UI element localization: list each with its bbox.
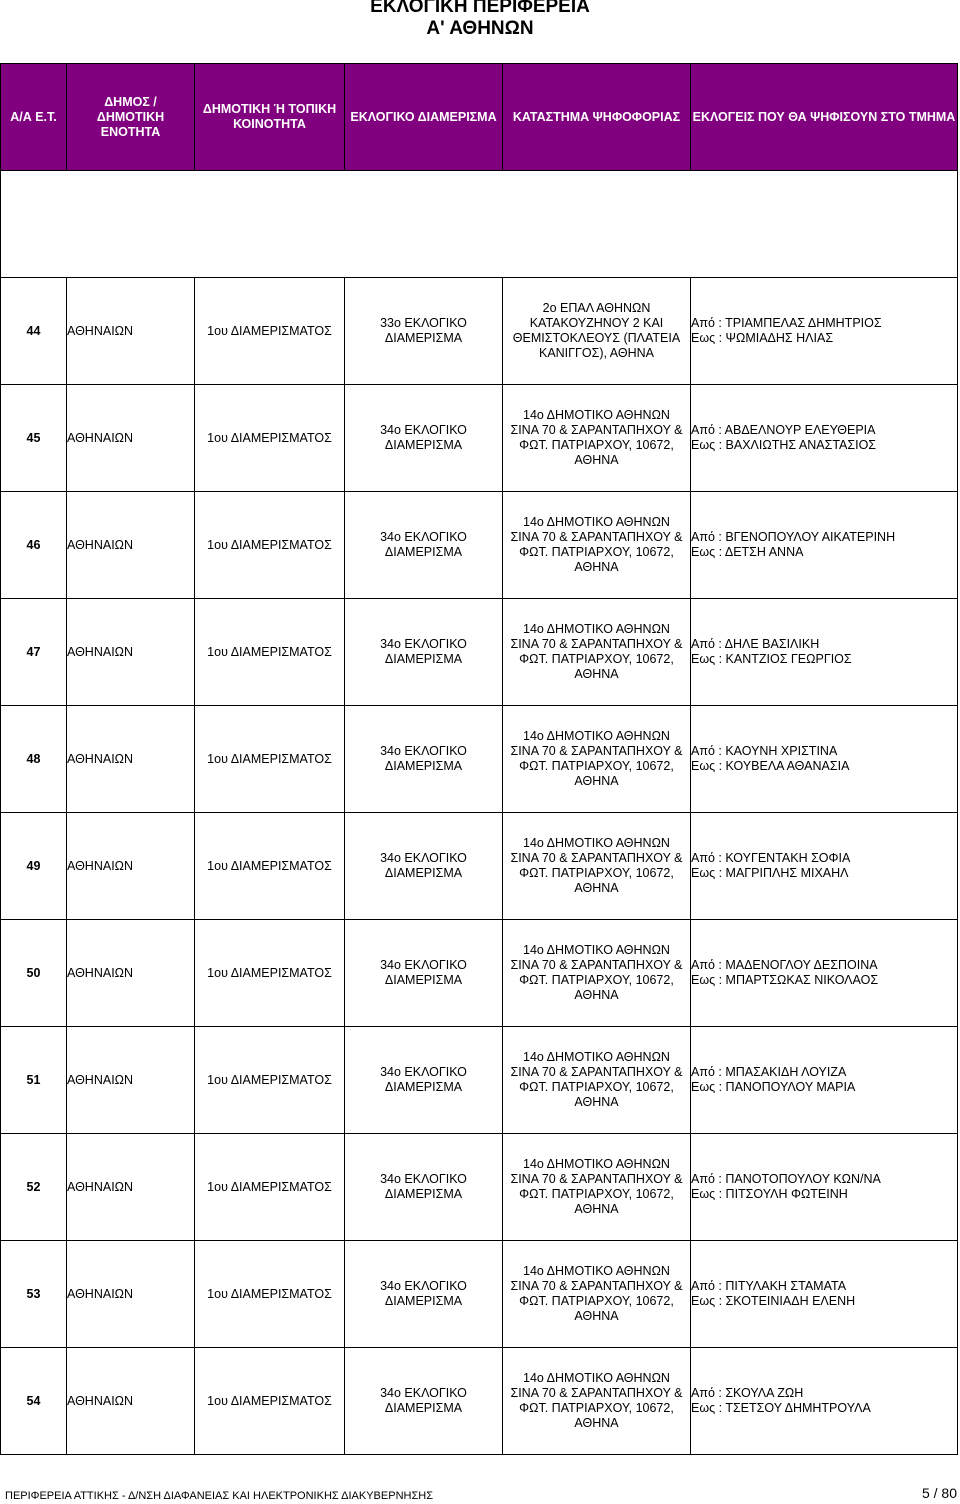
row-department xyxy=(345,813,503,920)
row-aa-text: 51 xyxy=(26,1072,41,1087)
table-row xyxy=(1,385,958,492)
row-department-text: ΔΙΑΜΕΡΙΣΜΑ xyxy=(384,1294,463,1308)
row-municipality-text: ΑΘΗΝΑΙΩΝ xyxy=(67,965,134,980)
row-store xyxy=(503,599,691,706)
row-municipality-text: ΑΘΗΝΑΙΩΝ xyxy=(67,644,134,659)
table-row xyxy=(1,1027,958,1134)
row-unit-text: 1ου ΔΙΑΜΕΡΙΣΜΑΤΟΣ xyxy=(207,751,332,766)
row-aa xyxy=(1,1027,67,1134)
row-aa-text: 45 xyxy=(26,430,41,445)
row-unit xyxy=(195,813,345,920)
row-municipality xyxy=(67,278,195,385)
row-department-text: 34ο ΕΚΛΟΓΙΚΟ xyxy=(380,1279,467,1293)
row-store-text: ΦΩΤ. ΠΑΤΡΙΑΡΧΟΥ, 10672, xyxy=(519,438,674,452)
row-department-text: 34ο ΕΚΛΟΓΙΚΟ xyxy=(380,958,467,972)
row-voters-text: Εως : ΚΑΝΤΖΙΟΣ ΓΕΩΡΓΙΟΣ xyxy=(691,652,852,666)
header-unit: ΔΗΜΟΤΙΚΗ Ή ΤΟΠΙΚΗ ΚΟΙΝΟΤΗΤΑ xyxy=(195,64,345,171)
row-store xyxy=(503,920,691,1027)
row-department xyxy=(345,706,503,813)
row-aa xyxy=(1,813,67,920)
row-voters-text: Εως : ΤΣΕΤΣΟΥ ΔΗΜΗΤΡΟΥΛΑ xyxy=(691,1401,871,1415)
row-unit xyxy=(195,1027,345,1134)
row-department-text: 34ο ΕΚΛΟΓΙΚΟ xyxy=(380,530,467,544)
row-unit-text: 1ου ΔΙΑΜΕΡΙΣΜΑΤΟΣ xyxy=(207,430,332,445)
row-store-text: 14ο ΔΗΜΟΤΙΚΟ ΑΘΗΝΩΝ xyxy=(523,408,670,422)
row-municipality xyxy=(67,1241,195,1348)
header-municipality: ΔΗΜΟΣ / ΔΗΜΟΤΙΚΗ ΕΝΟΤΗΤΑ xyxy=(67,64,195,171)
row-store-text: ΚΑΤΑΚΟΥΖΗΝΟΥ 2 ΚΑΙ xyxy=(529,316,664,330)
row-voters-text: Εως : ΨΩΜΙΑΔΗΣ ΗΛΙΑΣ xyxy=(691,331,834,345)
row-voters-text: Από : ΑΒΔΕΛΝΟΥΡ ΕΛΕΥΘΕΡΙΑ xyxy=(691,423,876,437)
row-department xyxy=(345,278,503,385)
row-voters xyxy=(691,385,958,492)
row-department xyxy=(345,599,503,706)
row-unit xyxy=(195,599,345,706)
row-store-text: ΣΙΝΑ 70 & ΣΑΡΑΝΤΑΠΗΧΟΥ & xyxy=(510,958,683,972)
row-voters-text: Από : ΜΠΑΣΑΚΙΔΗ ΛΟΥΙΖΑ xyxy=(691,1065,847,1079)
row-municipality xyxy=(67,813,195,920)
page-number: 5 / 80 xyxy=(921,1485,957,1501)
row-department xyxy=(345,1027,503,1134)
row-store-text: ΦΩΤ. ΠΑΤΡΙΑΡΧΟΥ, 10672, xyxy=(519,1401,674,1415)
row-store-text: ΣΙΝΑ 70 & ΣΑΡΑΝΤΑΠΗΧΟΥ & xyxy=(510,423,683,437)
row-unit-text: 1ου ΔΙΑΜΕΡΙΣΜΑΤΟΣ xyxy=(207,1179,332,1194)
row-unit xyxy=(195,278,345,385)
row-aa-text: 50 xyxy=(26,965,41,980)
row-municipality-text: ΑΘΗΝΑΙΩΝ xyxy=(67,323,134,338)
row-store-text: ΣΙΝΑ 70 & ΣΑΡΑΝΤΑΠΗΧΟΥ & xyxy=(510,1279,683,1293)
row-department-text: ΔΙΑΜΕΡΙΣΜΑ xyxy=(384,1080,463,1094)
row-store-text: 14ο ΔΗΜΟΤΙΚΟ ΑΘΗΝΩΝ xyxy=(523,1371,670,1385)
row-unit xyxy=(195,1348,345,1455)
row-store xyxy=(503,1134,691,1241)
row-department-text: ΔΙΑΜΕΡΙΣΜΑ xyxy=(384,1187,463,1201)
row-store xyxy=(503,492,691,599)
row-municipality xyxy=(67,492,195,599)
table-header-row xyxy=(1,64,958,171)
row-department-text: ΔΙΑΜΕΡΙΣΜΑ xyxy=(384,545,463,559)
row-municipality xyxy=(67,706,195,813)
row-store-text: 14ο ΔΗΜΟΤΙΚΟ ΑΘΗΝΩΝ xyxy=(523,1050,670,1064)
row-aa-text: 54 xyxy=(26,1393,41,1408)
row-municipality-text: ΑΘΗΝΑΙΩΝ xyxy=(67,1072,134,1087)
row-unit-text: 1ου ΔΙΑΜΕΡΙΣΜΑΤΟΣ xyxy=(207,965,332,980)
row-store-text: ΘΕΜΙΣΤΟΚΛΕΟΥΣ (ΠΛΑΤΕΙΑ xyxy=(512,331,681,345)
row-unit-text: 1ου ΔΙΑΜΕΡΙΣΜΑΤΟΣ xyxy=(207,323,332,338)
row-municipality-text: ΑΘΗΝΑΙΩΝ xyxy=(67,858,134,873)
row-municipality xyxy=(67,385,195,492)
row-municipality xyxy=(67,1348,195,1455)
row-department xyxy=(345,385,503,492)
row-store-text: 14ο ΔΗΜΟΤΙΚΟ ΑΘΗΝΩΝ xyxy=(523,622,670,636)
row-store-text: ΦΩΤ. ΠΑΤΡΙΑΡΧΟΥ, 10672, xyxy=(519,1080,674,1094)
row-municipality-text: ΑΘΗΝΑΙΩΝ xyxy=(67,1179,134,1194)
row-municipality-text: ΑΘΗΝΑΙΩΝ xyxy=(67,430,134,445)
page-subtitle: Α' ΑΘΗΝΩΝ xyxy=(426,18,534,39)
spacer-cell xyxy=(1,171,958,278)
row-store-text: ΣΙΝΑ 70 & ΣΑΡΑΝΤΑΠΗΧΟΥ & xyxy=(510,637,683,651)
row-store-text: ΑΘΗΝΑ xyxy=(574,453,619,467)
row-voters-text: Από : ΚΟΥΓΕΝΤΑΚΗ ΣΟΦΙΑ xyxy=(691,851,851,865)
row-department-text: ΔΙΑΜΕΡΙΣΜΑ xyxy=(384,1401,463,1415)
row-unit-text: 1ου ΔΙΑΜΕΡΙΣΜΑΤΟΣ xyxy=(207,644,332,659)
row-store-text: ΑΘΗΝΑ xyxy=(574,667,619,681)
row-store-text: ΑΘΗΝΑ xyxy=(574,1416,619,1430)
row-store xyxy=(503,1348,691,1455)
row-voters xyxy=(691,1348,958,1455)
table-row xyxy=(1,278,958,385)
row-department-text: ΔΙΑΜΕΡΙΣΜΑ xyxy=(384,438,463,452)
row-voters xyxy=(691,920,958,1027)
row-voters-text: Εως : ΚΟΥΒΕΛΑ ΑΘΑΝΑΣΙΑ xyxy=(691,759,850,773)
table-row xyxy=(1,1241,958,1348)
row-unit xyxy=(195,385,345,492)
row-voters-text: Εως : ΔΕΤΣΗ ΑΝΝΑ xyxy=(691,545,804,559)
row-municipality xyxy=(67,1134,195,1241)
row-store-text: ΣΙΝΑ 70 & ΣΑΡΑΝΤΑΠΗΧΟΥ & xyxy=(510,530,683,544)
row-unit xyxy=(195,492,345,599)
row-unit xyxy=(195,920,345,1027)
row-department-text: ΔΙΑΜΕΡΙΣΜΑ xyxy=(384,759,463,773)
row-municipality xyxy=(67,920,195,1027)
row-aa xyxy=(1,599,67,706)
row-store-text: ΣΙΝΑ 70 & ΣΑΡΑΝΤΑΠΗΧΟΥ & xyxy=(510,744,683,758)
row-department xyxy=(345,1348,503,1455)
row-department xyxy=(345,1241,503,1348)
row-voters-text: Από : ΣΚΟΥΛΑ ΖΩΗ xyxy=(691,1386,804,1400)
row-store-text: ΦΩΤ. ΠΑΤΡΙΑΡΧΟΥ, 10672, xyxy=(519,1294,674,1308)
row-voters xyxy=(691,599,958,706)
row-aa-text: 44 xyxy=(26,323,41,338)
row-aa-text: 49 xyxy=(26,858,41,873)
row-store-text: ΑΘΗΝΑ xyxy=(574,774,619,788)
row-aa xyxy=(1,1348,67,1455)
table-row xyxy=(1,706,958,813)
row-department-text: 34ο ΕΚΛΟΓΙΚΟ xyxy=(380,851,467,865)
row-voters-text: Εως : ΜΑΓΡΙΠΛΗΣ ΜΙΧΑΗΛ xyxy=(691,866,849,880)
footer-department: ΠΕΡΙΦΕΡΕΙΑ ΑΤΤΙΚΗΣ - Δ/ΝΣΗ ΔΙΑΦΑΝΕΙΑΣ ΚΑΙ ΗΛΕΚΤΡΟΝΙΚΗΣ ΔΙΑΚΥΒΕΡΝΗΣΗΣ xyxy=(5,1490,434,1502)
page-title: ΕΚΛΟΓΙΚΗ ΠΕΡΙΦΕΡΕΙΑ xyxy=(370,0,590,17)
row-department-text: 33ο ΕΚΛΟΓΙΚΟ xyxy=(380,316,467,330)
row-store xyxy=(503,278,691,385)
row-unit xyxy=(195,706,345,813)
row-store-text: 14ο ΔΗΜΟΤΙΚΟ ΑΘΗΝΩΝ xyxy=(523,1157,670,1171)
row-store-text: ΚΑΝΙΓΓΟΣ), ΑΘΗΝΑ xyxy=(538,346,654,360)
row-voters xyxy=(691,706,958,813)
row-voters xyxy=(691,1027,958,1134)
row-store-text: 14ο ΔΗΜΟΤΙΚΟ ΑΘΗΝΩΝ xyxy=(523,515,670,529)
row-aa-text: 53 xyxy=(26,1286,41,1301)
row-aa xyxy=(1,920,67,1027)
row-department-text: 34ο ΕΚΛΟΓΙΚΟ xyxy=(380,423,467,437)
table-row xyxy=(1,920,958,1027)
row-unit xyxy=(195,1241,345,1348)
table-row xyxy=(1,599,958,706)
table-row xyxy=(1,1348,958,1455)
row-voters xyxy=(691,278,958,385)
row-store xyxy=(503,1027,691,1134)
row-unit-text: 1ου ΔΙΑΜΕΡΙΣΜΑΤΟΣ xyxy=(207,537,332,552)
row-municipality-text: ΑΘΗΝΑΙΩΝ xyxy=(67,751,134,766)
row-store xyxy=(503,1241,691,1348)
row-voters-text: Από : ΜΑΔΕΝΟΓΛΟΥ ΔΕΣΠΟΙΝΑ xyxy=(691,958,878,972)
header-store: ΚΑΤΑΣΤΗΜΑ ΨΗΦΟΦΟΡΙΑΣ xyxy=(503,64,691,171)
row-voters xyxy=(691,492,958,599)
row-voters-text: Εως : ΠΙΤΣΟΥΛΗ ΦΩΤΕΙΝΗ xyxy=(691,1187,848,1201)
row-store-text: ΦΩΤ. ΠΑΤΡΙΑΡΧΟΥ, 10672, xyxy=(519,545,674,559)
row-aa-text: 52 xyxy=(26,1179,41,1194)
header-aa: Α/Α Ε.Τ. xyxy=(1,64,67,171)
row-department-text: ΔΙΑΜΕΡΙΣΜΑ xyxy=(384,973,463,987)
row-aa xyxy=(1,385,67,492)
row-department-text: 34ο ΕΚΛΟΓΙΚΟ xyxy=(380,1386,467,1400)
row-voters-text: Από : ΚΑΟΥΝΗ ΧΡΙΣΤΙΝΑ xyxy=(691,744,838,758)
row-store xyxy=(503,706,691,813)
row-municipality-text: ΑΘΗΝΑΙΩΝ xyxy=(67,1286,134,1301)
row-department-text: 34ο ΕΚΛΟΓΙΚΟ xyxy=(380,1065,467,1079)
row-aa xyxy=(1,1241,67,1348)
row-voters xyxy=(691,1134,958,1241)
row-store-text: ΦΩΤ. ΠΑΤΡΙΑΡΧΟΥ, 10672, xyxy=(519,759,674,773)
row-department-text: ΔΙΑΜΕΡΙΣΜΑ xyxy=(384,866,463,880)
row-unit-text: 1ου ΔΙΑΜΕΡΙΣΜΑΤΟΣ xyxy=(207,1393,332,1408)
row-store-text: ΣΙΝΑ 70 & ΣΑΡΑΝΤΑΠΗΧΟΥ & xyxy=(510,1386,683,1400)
table-row xyxy=(1,1134,958,1241)
table-row xyxy=(1,492,958,599)
row-voters-text: Εως : ΠΑΝΟΠΟΥΛΟΥ ΜΑΡΙΑ xyxy=(691,1080,856,1094)
polling-stations-table xyxy=(0,63,958,1455)
header-spacer-row xyxy=(1,171,958,278)
table-row xyxy=(1,813,958,920)
row-voters-text: Από : ΠΑΝΟΤΟΠΟΥΛΟΥ ΚΩΝ/ΝΑ xyxy=(691,1172,881,1186)
row-aa xyxy=(1,492,67,599)
row-aa-text: 46 xyxy=(26,537,41,552)
row-store-text: 14ο ΔΗΜΟΤΙΚΟ ΑΘΗΝΩΝ xyxy=(523,943,670,957)
row-department-text: ΔΙΑΜΕΡΙΣΜΑ xyxy=(384,652,463,666)
row-store-text: ΦΩΤ. ΠΑΤΡΙΑΡΧΟΥ, 10672, xyxy=(519,652,674,666)
row-voters-text: Από : ΔΗΛΕ ΒΑΣΙΛΙΚΗ xyxy=(691,637,820,651)
row-store-text: ΦΩΤ. ΠΑΤΡΙΑΡΧΟΥ, 10672, xyxy=(519,1187,674,1201)
row-unit-text: 1ου ΔΙΑΜΕΡΙΣΜΑΤΟΣ xyxy=(207,1286,332,1301)
row-department-text: 34ο ΕΚΛΟΓΙΚΟ xyxy=(380,744,467,758)
row-voters-text: Εως : ΒΑΧΛΙΩΤΗΣ ΑΝΑΣΤΑΣΙΟΣ xyxy=(691,438,877,452)
row-store-text: ΦΩΤ. ΠΑΤΡΙΑΡΧΟΥ, 10672, xyxy=(519,973,674,987)
row-municipality-text: ΑΘΗΝΑΙΩΝ xyxy=(67,537,134,552)
row-store xyxy=(503,813,691,920)
row-voters-text: Εως : ΜΠΑΡΤΣΩΚΑΣ ΝΙΚΟΛΑΟΣ xyxy=(691,973,879,987)
row-department xyxy=(345,1134,503,1241)
row-department-text: 34ο ΕΚΛΟΓΙΚΟ xyxy=(380,637,467,651)
row-store-text: ΑΘΗΝΑ xyxy=(574,1095,619,1109)
header-voters: ΕΚΛΟΓΕΙΣ ΠΟΥ ΘΑ ΨΗΦΙΣΟΥΝ ΣΤΟ ΤΜΗΜΑ xyxy=(691,64,958,171)
row-voters xyxy=(691,813,958,920)
row-voters xyxy=(691,1241,958,1348)
row-store-text: ΑΘΗΝΑ xyxy=(574,560,619,574)
row-municipality-text: ΑΘΗΝΑΙΩΝ xyxy=(67,1393,134,1408)
row-store-text: 14ο ΔΗΜΟΤΙΚΟ ΑΘΗΝΩΝ xyxy=(523,1264,670,1278)
row-store-text: ΣΙΝΑ 70 & ΣΑΡΑΝΤΑΠΗΧΟΥ & xyxy=(510,1172,683,1186)
row-municipality xyxy=(67,599,195,706)
row-department-text: ΔΙΑΜΕΡΙΣΜΑ xyxy=(384,331,463,345)
row-store-text: ΑΘΗΝΑ xyxy=(574,1309,619,1323)
row-department xyxy=(345,492,503,599)
row-store xyxy=(503,385,691,492)
row-department-text: 34ο ΕΚΛΟΓΙΚΟ xyxy=(380,1172,467,1186)
row-store-text: ΣΙΝΑ 70 & ΣΑΡΑΝΤΑΠΗΧΟΥ & xyxy=(510,1065,683,1079)
row-department xyxy=(345,920,503,1027)
row-unit xyxy=(195,1134,345,1241)
row-aa-text: 48 xyxy=(26,751,41,766)
row-store-text: 14ο ΔΗΜΟΤΙΚΟ ΑΘΗΝΩΝ xyxy=(523,836,670,850)
row-store-text: ΑΘΗΝΑ xyxy=(574,1202,619,1216)
row-voters-text: Εως : ΣΚΟΤΕΙΝΙΑΔΗ ΕΛΕΝΗ xyxy=(691,1294,856,1308)
row-municipality xyxy=(67,1027,195,1134)
row-aa xyxy=(1,706,67,813)
row-store-text: ΑΘΗΝΑ xyxy=(574,881,619,895)
row-store-text: 14ο ΔΗΜΟΤΙΚΟ ΑΘΗΝΩΝ xyxy=(523,729,670,743)
row-voters-text: Από : ΒΓΕΝΟΠΟΥΛΟΥ ΑΙΚΑΤΕΡΙΝΗ xyxy=(691,530,896,544)
row-aa-text: 47 xyxy=(26,644,41,659)
row-store-text: ΑΘΗΝΑ xyxy=(574,988,619,1002)
row-store-text: 2ο ΕΠΑΛ ΑΘΗΝΩΝ xyxy=(542,301,651,315)
header-department: ΕΚΛΟΓΙΚΟ ΔΙΑΜΕΡΙΣΜΑ xyxy=(345,64,503,171)
row-unit-text: 1ου ΔΙΑΜΕΡΙΣΜΑΤΟΣ xyxy=(207,858,332,873)
row-aa xyxy=(1,1134,67,1241)
row-unit-text: 1ου ΔΙΑΜΕΡΙΣΜΑΤΟΣ xyxy=(207,1072,332,1087)
row-voters-text: Από : ΠΙΤΥΛΑΚΗ ΣΤΑΜΑΤΑ xyxy=(691,1279,847,1293)
row-aa xyxy=(1,278,67,385)
row-voters-text: Από : ΤΡΙΑΜΠΕΛΑΣ ΔΗΜΗΤΡΙΟΣ xyxy=(691,316,882,330)
row-store-text: ΦΩΤ. ΠΑΤΡΙΑΡΧΟΥ, 10672, xyxy=(519,866,674,880)
row-store-text: ΣΙΝΑ 70 & ΣΑΡΑΝΤΑΠΗΧΟΥ & xyxy=(510,851,683,865)
